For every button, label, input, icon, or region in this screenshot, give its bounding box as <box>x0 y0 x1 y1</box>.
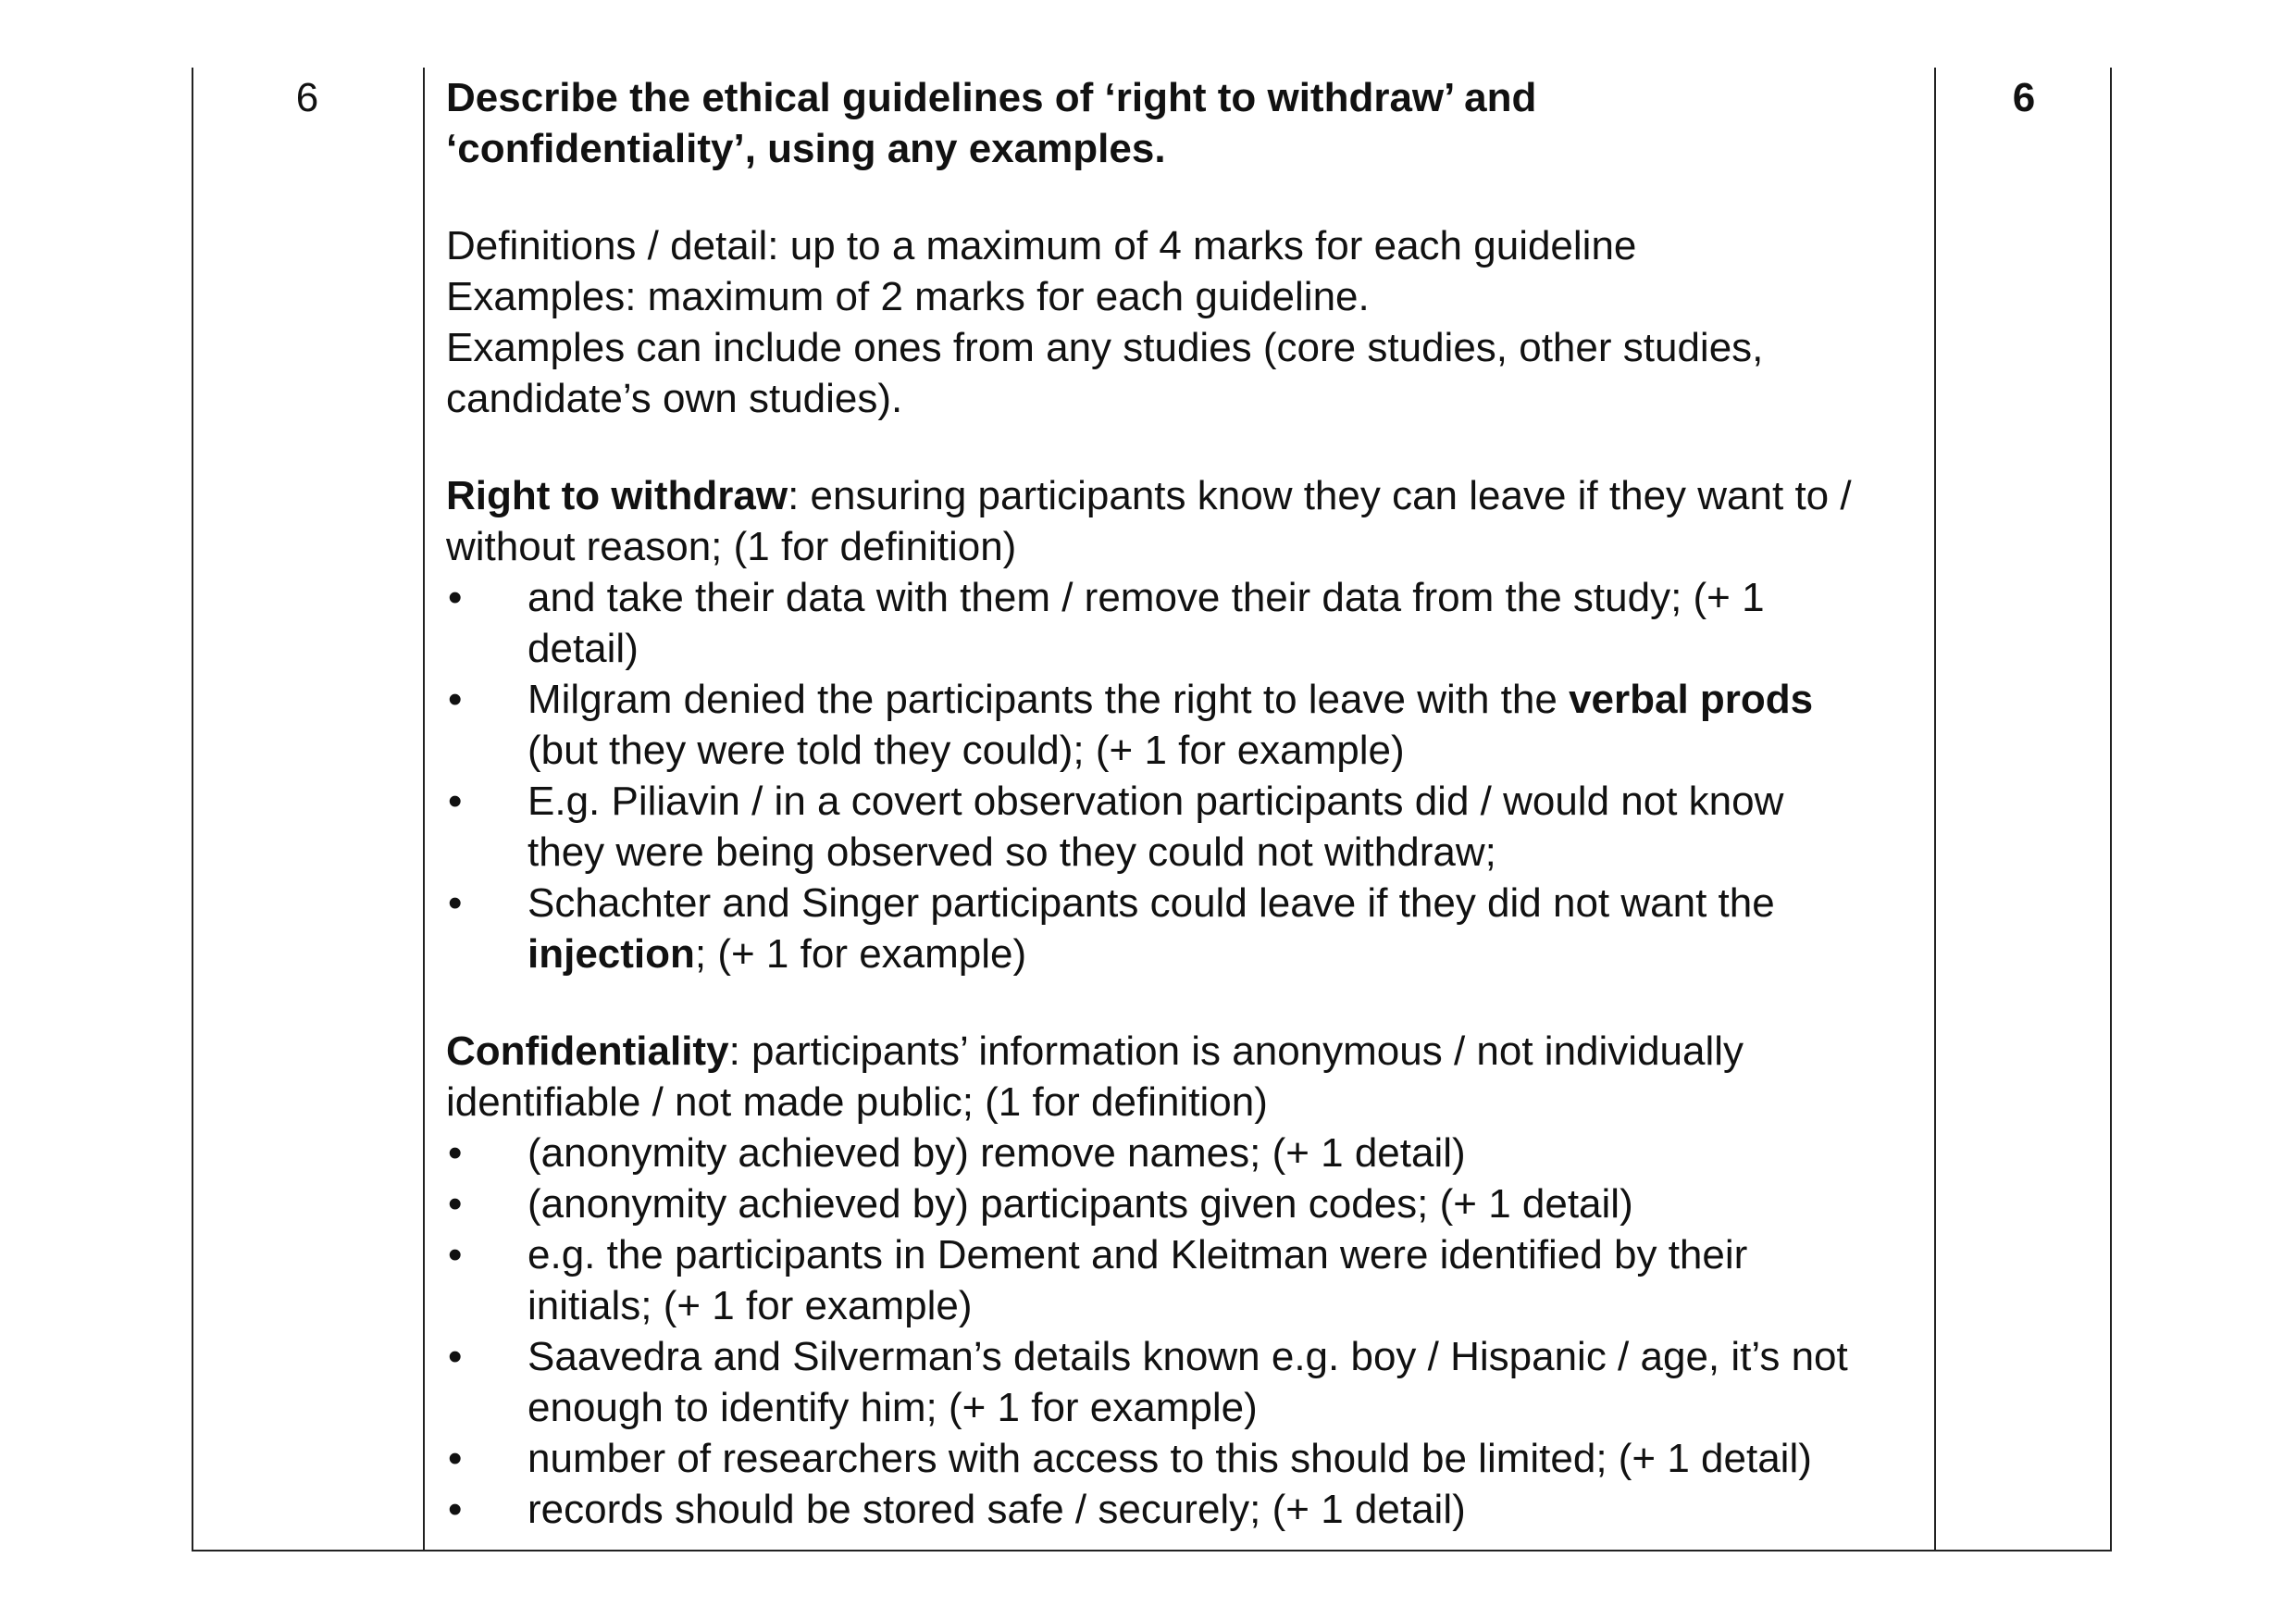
answer-content <box>446 72 2112 1535</box>
list-item: • Milgram denied the participants the right to leave with the verbal prods (but they were told they could); (+ 1 for example) <box>446 674 2112 776</box>
mark-scheme-table <box>192 68 2112 1551</box>
guidance-line2: Examples: maximum of 2 marks for each guideline. <box>446 274 1370 319</box>
bullet-icon: • <box>448 1130 463 1176</box>
withdraw-definition-line2: without reason; (1 for definition) <box>446 524 1017 569</box>
list-item: • Schachter and Singer participants could leave if they did not want the injection; (+ 1 for example) <box>446 878 2112 979</box>
guidance-line3: Examples can include ones from any studies (core studies, other studies, <box>446 325 1764 370</box>
confidentiality-definition-line1: : participants’ information is anonymous / not individually <box>728 1028 1744 1074</box>
column-divider-1 <box>423 68 425 1551</box>
guidance-line1: Definitions / detail: up to a maximum of 4 marks for each guideline <box>446 223 1637 268</box>
confidentiality-definition-line2: identifiable / not made public; (1 for definition) <box>446 1079 1268 1125</box>
bullet-icon: • <box>448 1436 463 1481</box>
confidentiality-bullet-list <box>446 1128 2112 1535</box>
question-title-line2: ‘confidentiality’, using any examples. <box>446 126 1166 171</box>
table-border-bottom <box>192 1550 2112 1551</box>
bullet-icon: • <box>448 1181 463 1227</box>
question-text <box>446 72 2112 174</box>
list-item: • number of researchers with access to this should be limited; (+ 1 detail) <box>446 1433 2112 1484</box>
question-number: 6 <box>295 75 319 120</box>
marking-guidance <box>446 220 2112 424</box>
confidentiality-definition <box>446 1026 2112 1128</box>
confidentiality-term: Confidentiality <box>446 1028 729 1074</box>
withdraw-definition <box>446 470 2112 572</box>
list-item: • e.g. the participants in Dement and Kleitman were identified by their initials; (+ 1 for example) <box>446 1229 2112 1331</box>
bullet-icon: • <box>448 1232 463 1277</box>
question-marks: 6 <box>2012 75 2036 120</box>
list-item: • records should be stored safe / securely; (+ 1 detail) <box>446 1484 2112 1535</box>
withdraw-term: Right to withdraw <box>446 473 788 518</box>
guidance-line4: candidate’s own studies). <box>446 376 903 421</box>
withdraw-bullet-list <box>446 572 2112 979</box>
bullet-icon: • <box>448 880 463 926</box>
list-item: • (anonymity achieved by) remove names; (+ 1 detail) <box>446 1128 2112 1178</box>
list-item: • Saavedra and Silverman’s details known e.g. boy / Hispanic / age, it’s not enough to identify him; (+ 1 for example) <box>446 1331 2112 1433</box>
bullet-icon: • <box>448 677 463 722</box>
withdraw-definition-line1: : ensuring participants know they can leave if they want to / <box>788 473 1852 518</box>
question-title-line1: Describe the ethical guidelines of ‘right to withdraw’ and <box>446 75 1537 120</box>
list-item: • (anonymity achieved by) participants given codes; (+ 1 detail) <box>446 1178 2112 1229</box>
bullet-icon: • <box>448 1487 463 1532</box>
list-item: • E.g. Piliavin / in a covert observation participants did / would not know they were being observed so they could not withdraw; <box>446 776 2112 878</box>
table-border-left <box>192 68 193 1551</box>
bullet-icon: • <box>448 779 463 824</box>
bullet-icon: • <box>448 1334 463 1379</box>
bullet-icon: • <box>448 575 463 620</box>
list-item: • and take their data with them / remove their data from the study; (+ 1 detail) <box>446 572 2112 674</box>
